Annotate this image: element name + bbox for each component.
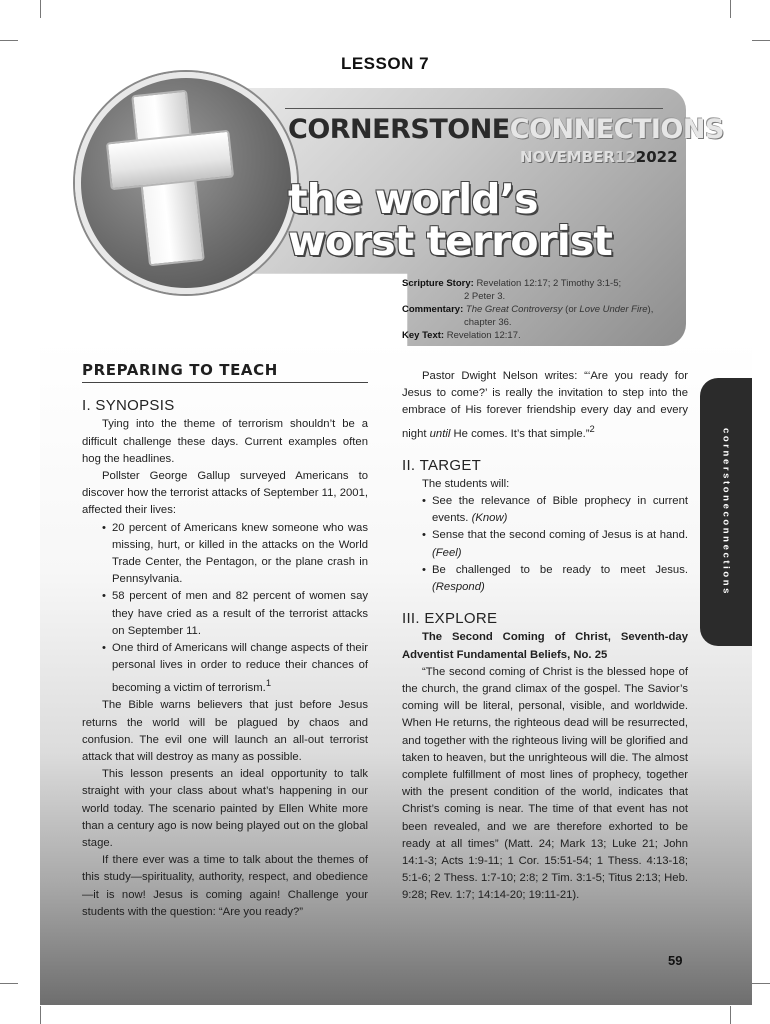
scripture-story-value: Revelation 12:17; 2 Timothy 3:1-5; xyxy=(476,278,622,289)
synopsis-paragraph: Pollster George Gallup surveyed Americans to discover how the terrorist attacks of September 11, 2001, affected their lives: xyxy=(82,470,368,517)
crop-mark xyxy=(752,983,770,984)
synopsis-paragraph: The Bible warns believers that just before Jesus returns the world will be plagued by chaos and confusion. The evil one will launch an all-out terrorist attack that will destroy as many as possible. xyxy=(82,699,368,764)
crop-mark xyxy=(730,0,731,18)
side-tab-label: cornerstoneconnections xyxy=(720,427,732,597)
footnote-ref: 1 xyxy=(265,677,272,689)
target-list xyxy=(402,493,688,596)
list-item-text: One third of Americans will change aspects of their personal lives in order to reduce their chances of becoming a victim of terrorism. xyxy=(112,642,368,695)
list-item: • 20 percent of Americans knew someone who was missing, hurt, or killed in the attacks on the World Trade Center, the Pentagon, or the plane crash in Pennsylvania. xyxy=(112,520,368,589)
key-text-value: Revelation 12:17. xyxy=(446,330,521,341)
list-item xyxy=(112,640,368,697)
statistics-list xyxy=(82,520,368,698)
lesson-title-line2: worst terrorist xyxy=(288,217,612,265)
commentary-title2: Love Under Fire xyxy=(579,304,648,315)
crop-mark xyxy=(40,0,41,18)
date-month: NOVEMBER xyxy=(520,148,615,166)
target-tag: (Respond) xyxy=(432,581,485,593)
explore-subtitle: The Second Coming of Christ, Seventh-day Adventist Fundamental Beliefs, No. 25 xyxy=(402,631,688,661)
brand-part2: CONNECTIONS xyxy=(509,114,724,145)
lesson-title xyxy=(288,175,612,265)
commentary-or: (or xyxy=(565,304,577,315)
quote-until: until xyxy=(429,427,451,440)
page-number: 59 xyxy=(668,953,683,968)
target-heading: II. TARGET xyxy=(402,456,482,474)
list-item: • 58 percent of men and 82 percent of women say they have cried as a result of the terrorist attacks on September 11. xyxy=(112,588,368,640)
target-text: See the relevance of Bible prophecy in current events. xyxy=(432,494,688,525)
target-tag: (Feel) xyxy=(432,546,462,559)
crop-mark xyxy=(752,40,770,41)
scripture-story-value-2: 2 Peter 3. xyxy=(464,291,506,302)
key-text-label: Key Text: xyxy=(402,330,445,341)
target-tag: (Know) xyxy=(471,512,508,525)
banner-rule xyxy=(285,108,663,109)
scripture-story-label: Scripture Story: xyxy=(402,278,474,289)
date-year: 2022 xyxy=(635,148,678,166)
commentary-end: ), xyxy=(647,304,654,315)
quote-paragraph xyxy=(402,368,688,443)
crop-mark xyxy=(0,983,18,984)
lesson-title-line1: the world’s xyxy=(288,175,538,223)
quote-end: He comes. It’s that simple.” xyxy=(453,427,590,440)
synopsis-paragraph: Tying into the theme of terrorism shouldn’t be a difficult challenge these days. Current examples often hog the headlines. xyxy=(82,418,368,465)
scripture-block xyxy=(402,277,684,342)
synopsis-paragraph: This lesson presents an ideal opportunity to talk straight with your class about what’s happening in our world today. The scenario painted by Ellen White more than a century ago is now being played out on the global stage. xyxy=(82,768,368,850)
list-item xyxy=(432,493,688,527)
crop-mark xyxy=(40,1006,41,1024)
target-text: Sense that the second coming of Jesus is at hand. xyxy=(432,529,688,542)
commentary-title1: The Great Controversy xyxy=(465,304,563,315)
key-text xyxy=(402,329,684,342)
commentary-line2: chapter 36. xyxy=(464,317,512,328)
quote-text: Pastor Dwight Nelson writes: “‘Are you ready for Jesus to come?’ is really the invitation to step into the embrace of His forever friendship every day and every night xyxy=(402,370,688,440)
crop-mark xyxy=(730,1006,731,1024)
right-column xyxy=(402,368,688,905)
date-day: 12 xyxy=(614,148,636,166)
crop-mark xyxy=(0,40,18,41)
commentary xyxy=(402,303,684,329)
explore-body: “The second coming of Christ is the blessed hope of the church, the grand climax of the gospel. The Savior’s coming will be literal, personal, visible, and worldwide. When He returns, the righteous dead will be resurrected, and together with the righteous living will be glorified and taken to heaven, but the unrighteous will die. The almost complete fulfillment of most lines of prophecy, together with the present condition of the world, indicates that Christ’s coming is near. The time of that event has not been revealed, and we are therefore exhorted to be ready at all times” (Matt. 24; Mark 13; Luke 21; John 14:1-3; Acts 1:9-11; 1 Cor. 15:51-54; 1 Thess. 4:13-18; 5:1-6; 2 Thess. 1:7-10; 2:8; 2 Tim. 3:1-5; Titus 2:13; Heb. 9:28; Rev. 1:7; 14:14-20; 19:11-21). xyxy=(402,665,688,902)
target-intro: The students will: xyxy=(422,477,510,490)
list-item xyxy=(432,562,688,596)
side-tab xyxy=(700,378,752,646)
section-title: PREPARING TO TEACH xyxy=(82,362,368,383)
brand-title xyxy=(288,114,724,145)
left-column xyxy=(82,362,368,921)
lesson-label: LESSON 7 xyxy=(340,54,430,73)
issue-date xyxy=(520,148,678,166)
target-text: Be challenged to be ready to meet Jesus. xyxy=(432,563,688,576)
footnote-ref: 2 xyxy=(589,422,595,434)
brand-part1: CORNERSTONE xyxy=(288,114,510,145)
synopsis-heading: I. SYNOPSIS xyxy=(82,397,175,415)
list-item xyxy=(432,527,688,561)
synopsis-paragraph: If there ever was a time to talk about the themes of this study—spirituality, authority, respect, and obedience—it is now! Jesus is coming again! Challenge your students with the question: “Are you ready?” xyxy=(82,854,368,918)
commentary-label: Commentary: xyxy=(402,304,464,315)
explore-heading: III. EXPLORE xyxy=(402,610,498,628)
scripture-story xyxy=(402,277,684,303)
